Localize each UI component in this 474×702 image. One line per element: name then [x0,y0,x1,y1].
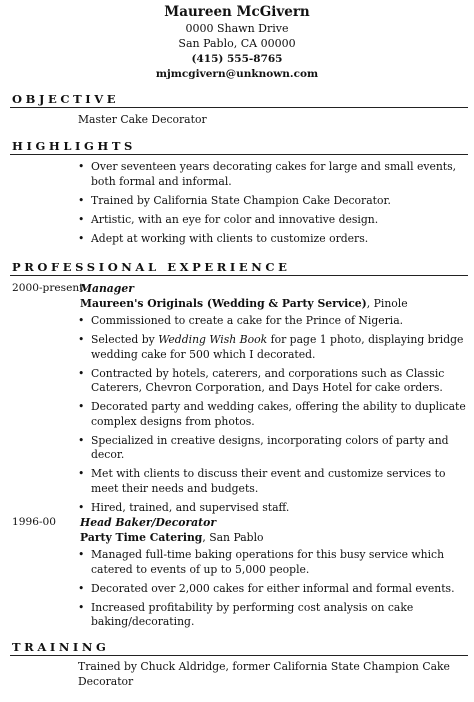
bullet-icon: • [78,212,85,226]
bullet-icon: • [78,314,85,327]
publication-title: Wedding Wish Book [158,332,268,346]
list-item [78,601,470,630]
job-dates: 1996-00 [12,516,57,528]
employer-name: Maureen's Originals (Wedding & Party Service) [80,297,367,310]
bullet-icon: • [78,581,85,595]
list-item-text: Artistic, with an eye for color and innovative design. [91,212,379,226]
objective-rule [10,107,468,108]
list-item-text: Specialized in creative designs, incorporating colors of party and decor. [91,433,449,462]
list-item-text: Adept at working with clients to customize orders. [91,231,369,245]
list-item [78,194,470,209]
list-item-text: Decorated over 2,000 cakes for either informal and formal events. [91,581,455,595]
employer-location: , Pinole [366,297,408,310]
list-item-text: Over seventeen years decorating cakes for large and small events, both formal and informal. [91,160,457,188]
bullet-icon: • [78,160,85,173]
experience-heading: PROFESSIONAL EXPERIENCE [12,260,291,274]
training-heading: TRAINING [12,640,110,654]
list-item-text: Met with clients to discuss their event and customize services to meet their needs and budgets. [91,467,446,495]
list-item-text: Managed full-time baking operations for this busy service which catered to events of up to 5,000 people. [91,548,445,576]
list-item [78,367,470,396]
list-item [78,548,470,577]
email-address: mjmcgivern@unknown.com [155,68,319,81]
text-segment: for page 1 photo, displaying bridge wedding cake for 500 which I decorated. [91,332,464,361]
list-item [78,501,470,516]
phone-number: (415) 555-8765 [191,52,283,65]
bullet-icon: • [78,548,85,561]
bullet-icon: • [78,467,85,481]
list-item-text: Commissioned to create a cake for the Prince of Nigeria. [91,314,404,327]
list-item [78,314,470,329]
job-bullets [78,314,470,520]
job-bullets [78,548,470,634]
list-item-text: Hired, trained, and supervised staff. [91,500,290,514]
list-item-text: Increased profitability by performing cost analysis on cake baking/decorating. [91,600,414,629]
bullet-icon: • [78,193,85,207]
bullet-icon: • [78,500,85,514]
job-title: Head Baker/Decorator [80,516,217,529]
job-dates: 2000-present [12,282,84,294]
experience-rule [10,275,468,276]
bullet-icon: • [78,433,85,447]
list-item [78,400,470,429]
training-rule [10,655,468,656]
job-employer [80,530,264,545]
list-item [78,333,470,362]
list-item-text: Contracted by hotels, caterers, and corporations such as Classic Caterers, Chevron Corporation, and Days Hotel for cake orders. [91,366,445,395]
bullet-icon: • [78,400,85,414]
list-item-text: Trained by California State Champion Cake Decorator. [91,193,391,207]
list-item-text [91,333,463,361]
list-item [78,213,470,228]
objective-heading: OBJECTIVE [12,92,120,106]
objective-text: Master Cake Decorator [78,113,207,126]
employer-location: , San Pablo [202,531,264,544]
highlights-rule [10,154,468,155]
list-item-text: Decorated party and wedding cakes, offering the ability to duplicate complex designs from photos. [91,400,466,428]
bullet-icon: • [78,231,85,245]
job-employer [80,296,408,311]
training-text: Trained by Chuck Aldridge, former California State Champion Cake Decorator [78,660,450,688]
address-line-2: San Pablo, CA 00000 [178,37,296,51]
job-title: Manager [80,282,134,295]
highlights-list [78,160,470,251]
text-segment: Selected by [91,332,159,346]
contact-header [0,4,474,83]
employer-name: Party Time Catering [80,531,203,544]
list-item [78,232,470,247]
list-item [78,434,470,463]
applicant-name: Maureen McGivern [164,4,310,20]
bullet-icon: • [78,366,85,380]
highlights-heading: HIGHLIGHTS [12,139,136,153]
bullet-icon: • [78,600,85,614]
address-line-1: 0000 Shawn Drive [185,22,289,35]
list-item [78,160,470,189]
bullet-icon: • [78,332,85,346]
list-item [78,582,470,597]
list-item [78,467,470,496]
